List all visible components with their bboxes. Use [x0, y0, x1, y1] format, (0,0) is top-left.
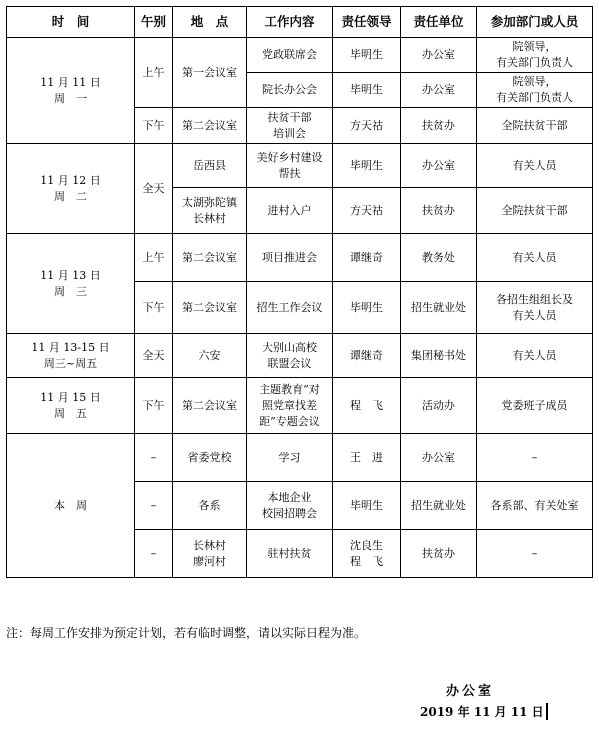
- time-cell: 11 月 13 日 周 三: [7, 234, 135, 334]
- content-cell: 扶贫干部 培训会: [247, 108, 333, 144]
- leader-cell: 方天祜: [333, 108, 401, 144]
- content-cell: 美好乡村建设 帮扶: [247, 144, 333, 188]
- leader-cell: 沈良生 程 飞: [333, 530, 401, 578]
- participants-cell: 党委班子成员: [477, 378, 593, 434]
- unit-cell: 招生就业处: [401, 482, 477, 530]
- period-cell: –: [135, 434, 173, 482]
- place-cell: 太湖弥陀镇 长林村: [173, 188, 247, 234]
- participants-cell: 全院扶贫干部: [477, 108, 593, 144]
- time-cell: 11 月 12 日 周 二: [7, 144, 135, 234]
- place-cell: 六安: [173, 334, 247, 378]
- leader-cell: 毕明生: [333, 144, 401, 188]
- unit-cell: 教务处: [401, 234, 477, 282]
- period-cell: 上午: [135, 38, 173, 108]
- place-cell: 省委党校: [173, 434, 247, 482]
- participants-cell: 有关人员: [477, 144, 593, 188]
- participants-cell: 全院扶贫干部: [477, 188, 593, 234]
- place-cell: 岳西县: [173, 144, 247, 188]
- header-row: [7, 7, 593, 38]
- leader-cell: 毕明生: [333, 38, 401, 73]
- unit-cell: 扶贫办: [401, 108, 477, 144]
- unit-cell: 办公室: [401, 434, 477, 482]
- place-cell: 第一会议室: [173, 38, 247, 108]
- participants-cell: 各系部、有关处室: [477, 482, 593, 530]
- content-cell: 院长办公会: [247, 73, 333, 108]
- place-cell: 第二会议室: [173, 108, 247, 144]
- period-cell: –: [135, 530, 173, 578]
- leader-cell: 王 进: [333, 434, 401, 482]
- signature-date: 2019 年 11 月 11 日: [420, 703, 548, 720]
- leader-cell: 谭继奇: [333, 334, 401, 378]
- content-cell: 招生工作会议: [247, 282, 333, 334]
- unit-cell: 办公室: [401, 38, 477, 73]
- signature-office: 办公室: [446, 684, 495, 699]
- place-cell: 第二会议室: [173, 378, 247, 434]
- footnote: 注：每周工作安排为预定计划，若有临时调整，请以实际日程为准。: [6, 626, 367, 640]
- table-row: [7, 434, 593, 482]
- place-cell: 第二会议室: [173, 282, 247, 334]
- unit-cell: 扶贫办: [401, 530, 477, 578]
- schedule-table: [6, 6, 593, 578]
- header-content: 工作内容: [247, 7, 333, 38]
- table-row: [7, 378, 593, 434]
- header-unit: 责任单位: [401, 7, 477, 38]
- leader-cell: 程 飞: [333, 378, 401, 434]
- unit-cell: 办公室: [401, 73, 477, 108]
- participants-cell: –: [477, 434, 593, 482]
- time-cell: 11 月 15 日 周 五: [7, 378, 135, 434]
- period-cell: 下午: [135, 108, 173, 144]
- unit-cell: 扶贫办: [401, 188, 477, 234]
- header-participants: 参加部门或人员: [477, 7, 593, 38]
- participants-cell: 院领导， 有关部门负责人: [477, 73, 593, 108]
- time-cell: 11 月 13-15 日 周三~周五: [7, 334, 135, 378]
- leader-cell: 谭继奇: [333, 234, 401, 282]
- unit-cell: 办公室: [401, 144, 477, 188]
- place-cell: 长林村 廖河村: [173, 530, 247, 578]
- period-cell: 全天: [135, 144, 173, 234]
- content-cell: 学习: [247, 434, 333, 482]
- participants-cell: –: [477, 530, 593, 578]
- participants-cell: 有关人员: [477, 234, 593, 282]
- unit-cell: 集团秘书处: [401, 334, 477, 378]
- content-cell: 大别山高校 联盟会议: [247, 334, 333, 378]
- period-cell: 下午: [135, 378, 173, 434]
- content-cell: 党政联席会: [247, 38, 333, 73]
- leader-cell: 毕明生: [333, 482, 401, 530]
- header-leader: 责任领导: [333, 7, 401, 38]
- content-cell: 进村入户: [247, 188, 333, 234]
- time-cell: 本 周: [7, 434, 135, 578]
- unit-cell: 招生就业处: [401, 282, 477, 334]
- content-cell: 主题教育“对 照党章找差 距”专题会议: [247, 378, 333, 434]
- place-cell: 第二会议室: [173, 234, 247, 282]
- table-row: [7, 38, 593, 73]
- header-place: 地 点: [173, 7, 247, 38]
- period-cell: 全天: [135, 334, 173, 378]
- place-cell: 各系: [173, 482, 247, 530]
- table-row: [7, 234, 593, 282]
- leader-cell: 毕明生: [333, 282, 401, 334]
- content-cell: 项目推进会: [247, 234, 333, 282]
- unit-cell: 活动办: [401, 378, 477, 434]
- leader-cell: 方天祜: [333, 188, 401, 234]
- participants-cell: 院领导， 有关部门负责人: [477, 38, 593, 73]
- participants-cell: 有关人员: [477, 334, 593, 378]
- table-row: [7, 144, 593, 188]
- participants-cell: 各招生组组长及 有关人员: [477, 282, 593, 334]
- header-period: 午别: [135, 7, 173, 38]
- header-time: 时 间: [7, 7, 135, 38]
- period-cell: 上午: [135, 234, 173, 282]
- table-row: [7, 334, 593, 378]
- leader-cell: 毕明生: [333, 73, 401, 108]
- content-cell: 驻村扶贫: [247, 530, 333, 578]
- time-cell: 11 月 11 日 周 一: [7, 38, 135, 144]
- period-cell: 下午: [135, 282, 173, 334]
- content-cell: 本地企业 校园招聘会: [247, 482, 333, 530]
- period-cell: –: [135, 482, 173, 530]
